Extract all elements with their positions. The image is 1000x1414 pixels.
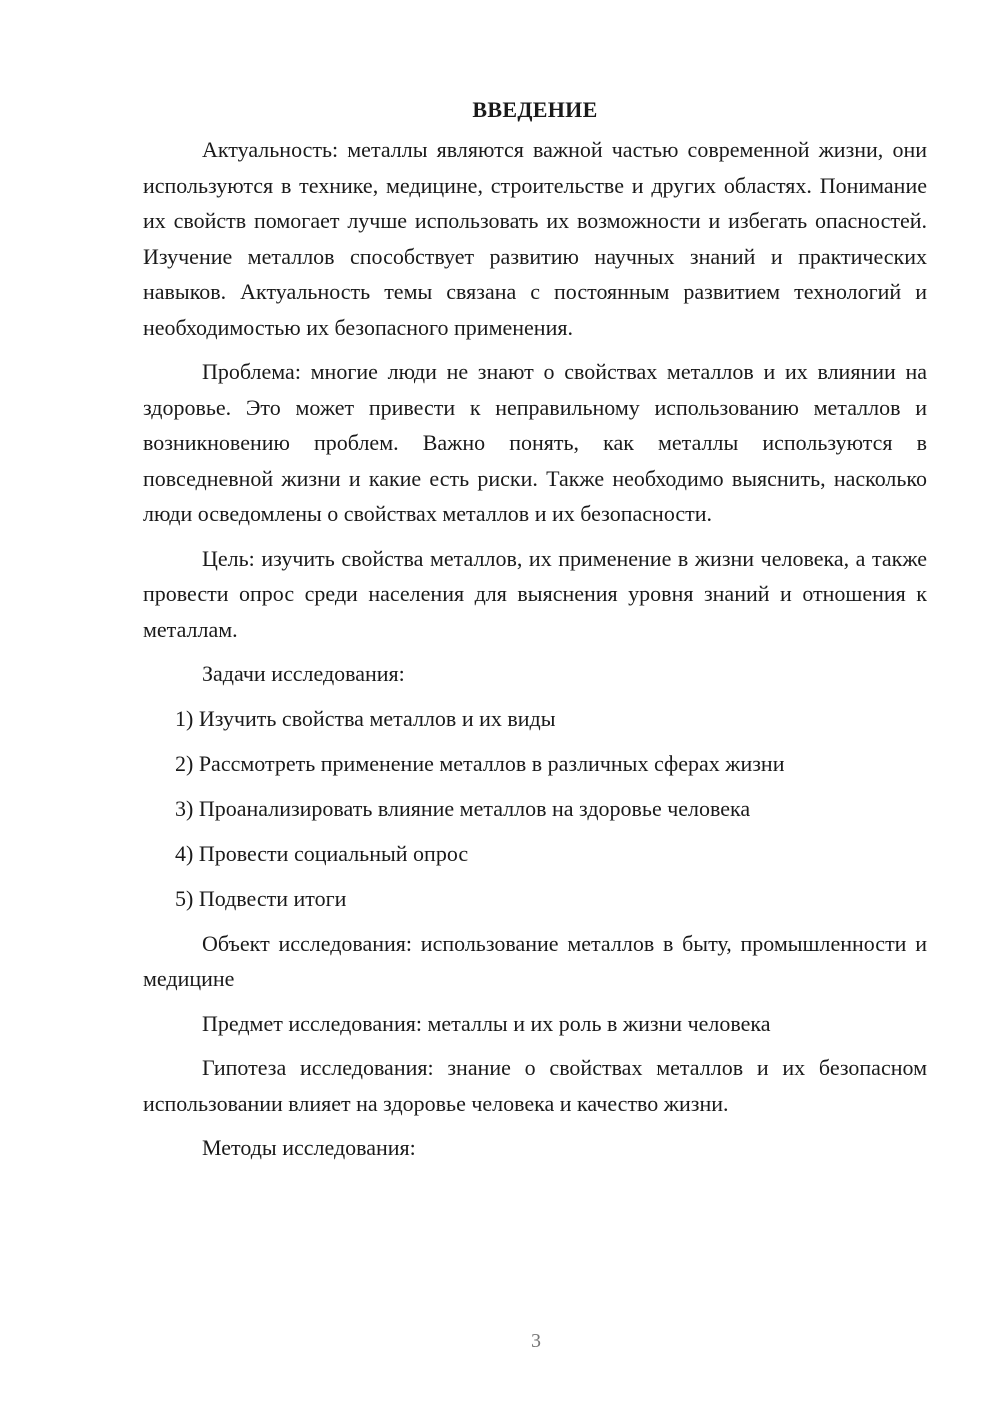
problem-paragraph: Проблема: многие люди не знают о свойствах металлов и их влиянии на здоровье. Это может привести к неправильному использованию металлов и возникновению проблем. Важно понять, как металлы используются в повседневной жизни и какие есть риски. Также необходимо выяснить, насколько люди осведомлены о свойствах металлов и их безопасности. [143, 359, 927, 526]
page-number: 3 [531, 1330, 541, 1352]
page-title: ВВЕДЕНИЕ [472, 97, 598, 122]
list-item: 3) Проанализировать влияние металлов на здоровье человека [175, 795, 751, 821]
list-item: 4) Провести социальный опрос [175, 840, 469, 866]
goal-paragraph: Цель: изучить свойства металлов, их применение в жизни человека, а также провести опрос среди населения для выяснения уровня знаний и отношения к металлам. [143, 545, 927, 642]
list-item: 5) Подвести итоги [175, 885, 347, 911]
tasks-heading: Задачи исследования: [202, 661, 405, 686]
tasks-list [143, 701, 927, 917]
methods-heading: Методы исследования: [202, 1135, 416, 1160]
hypothesis-paragraph: Гипотеза исследования: знание о свойствах металлов и их безопасном использовании влияет на здоровье человека и качество жизни. [143, 1055, 927, 1116]
relevance-paragraph: Актуальность: металлы являются важной частью современной жизни, они используются в технике, медицине, строительстве и других областях. Понимание их свойств помогает лучше использовать их возможности и избегать опасностей. Изучение металлов способствует развитию научных знаний и практических навыков. Актуальность темы связана с постоянным развитием технологий и необходимостью их безопасного применения. [143, 137, 927, 340]
list-item: 1) Изучить свойства металлов и их виды [175, 705, 556, 731]
object-paragraph: Объект исследования: использование металлов в быту, промышленности и медицине [143, 930, 927, 991]
subject-paragraph: Предмет исследования: металлы и их роль в жизни человека [202, 1010, 771, 1036]
list-item: 2) Рассмотреть применение металлов в различных сферах жизни [175, 750, 785, 776]
document-page [143, 92, 927, 1175]
